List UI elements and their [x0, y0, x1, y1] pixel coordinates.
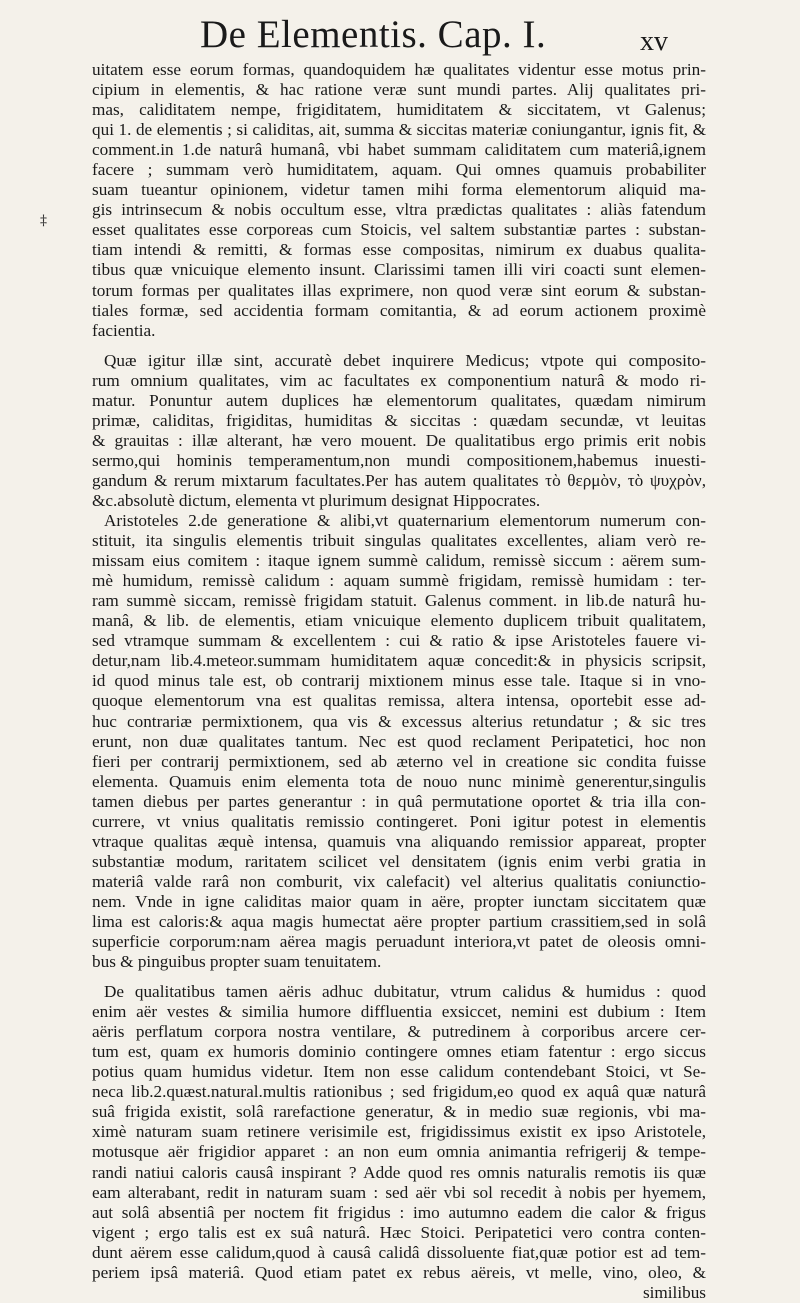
- text-line: missam eius comitem : itaque ignem summè calidum, remissè siccum : aërem sum-: [92, 551, 706, 571]
- text-line: mas, caliditatem nempe, frigiditatem, humiditatem & siccitatem, vt Galenus;: [92, 100, 706, 120]
- text-line: huc contrariæ permixtionem, qua vis & excessus alterius retundatur ; & sic tres: [92, 711, 706, 731]
- text-line: neca lib.2.quæst.natural.multis rationibus ; sed frigidum,eo quod ex aquâ quæ naturâ: [92, 1082, 706, 1102]
- text-line: vtraque qualitas æquè intensa, quamuis vna aliquando remissior appareat, propter: [92, 831, 706, 851]
- page-header: [0, 12, 800, 62]
- text-line: erunt, non duæ qualitates tantum. Nec est quod reclament Peripatetici, hoc non: [92, 731, 706, 751]
- text-line: id quod minus tale est, ob contrarij mixtionem minus esse tale. Itaque si in vno-: [92, 671, 706, 691]
- text-line: tiales formæ, sed accidentia formam comitantia, & ad eorum actionem proximè: [92, 300, 706, 320]
- text-line: suâ frigida existit, solâ rarefactione generatur, & in medio suæ regionis, vbi ma-: [92, 1102, 706, 1122]
- text-line: similibus: [642, 1282, 706, 1302]
- paragraph-gap: [92, 972, 706, 982]
- text-line: sermo,qui hominis temperamentum,non mundi compositionem,habemus inuesti-: [92, 450, 706, 470]
- text-line: stituit, ita singulis elementis tribuit singulas qualitates excellentes, aliam verò re-: [92, 531, 706, 551]
- text-line: nem. Vnde in igne caliditas maior quam in aëre, propter iunctam siccitatem quæ: [92, 891, 706, 911]
- text-line: aëris perflatum corpora nostra ventilare, & putredinem à corporibus arcere cer-: [92, 1022, 706, 1042]
- text-line: gandum & rerum mixtarum facultates.Per has autem qualitates τὸ θερμὸν, τὸ ψυχρὸν,: [92, 470, 706, 490]
- text-line: ram summè siccam, remissè frigidam statuit. Galenus comment. in lib.de naturâ hu-: [92, 591, 706, 611]
- text-line: & grauitas : illæ alterant, hæ vero mouent. De qualitatibus ergo primis erit nobis: [92, 430, 706, 450]
- text-line: quoque elementorum vna est qualitas remissa, altera intensa, oportebit esse ad-: [92, 691, 706, 711]
- text-line: manâ, & lib. de elementis, etiam vnicuique elemento duplicem tribuit qualitatem,: [92, 611, 706, 631]
- text-line: qui 1. de elementis ; si caliditas, ait, summa & siccitas materiæ coniungantur, ignis fit, &: [92, 120, 706, 140]
- text-line: eam alterabant, redit in naturam suam : sed aër vbi sol recedit à nobis per hyemem,: [92, 1182, 706, 1202]
- text-line: periem ipsâ materiâ. Quod etiam patet ex rebus aëreis, vt melle, vino, oleo, &: [92, 1262, 706, 1282]
- text-line: facere ; summam verò humiditatem, aquam. Qui omnes quamuis probabiliter: [92, 160, 706, 180]
- text-line: esset qualitates esse corporeas cum Stoicis, vel saltem substantiæ partes : substan-: [92, 220, 706, 240]
- text-line: bus & pinguibus propter suam tenuitatem.: [92, 952, 382, 972]
- text-line: superficie corporum:nam aërea magis peruadunt interiora,vt patet de oleosis omni-: [92, 932, 706, 952]
- text-line: cipium in elementis, & hac ratione veræ sunt mundi partes. Alij qualitates pri-: [92, 80, 706, 100]
- text-line: mè humidum, remissè calidum : aquam summè frigidam, remissè humidam : ter-: [92, 571, 706, 591]
- text-line: torum formas per qualitates illas exprimere, non quod veræ sint eorum & substan-: [92, 280, 706, 300]
- text-line: randi natiui caloris causâ inspirant ? Adde quod res omnis naturalis remotis iis quæ: [92, 1162, 706, 1182]
- text-line: tamen diebus per partes generantur : in quâ permutatione oportet & tria illa con-: [92, 791, 706, 811]
- text-line: Quæ igitur illæ sint, accuratè debet inquirere Medicus; vtpote qui composito-: [104, 350, 706, 370]
- text-line: substantiæ modum, raritatem scilicet vel densitatem (ignis enim verbi gratia in: [92, 851, 706, 871]
- paragraph-gap: [92, 341, 706, 351]
- text-line: comment.in 1.de naturâ humanâ, vbi habet summam caliditatem cum materiâ,ignem: [92, 140, 706, 160]
- text-line: rum omnium qualitates, vim ac facultates ex componentium naturâ & modo ri-: [92, 370, 706, 390]
- text-line: enim aër vestes & similia humore diffluentia exsiccet, nemini est dubium : Item: [92, 1002, 706, 1022]
- text-body: [92, 60, 706, 1303]
- margin-mark: ‡: [40, 213, 47, 229]
- text-line: &c.absolutè dictum, elementa vt plurimum designat Hippocrates.: [92, 490, 541, 510]
- running-title: De Elementis. Cap. I.: [200, 13, 547, 56]
- text-line: fieri per contrarij permixtionem, sed ab æterno vel in creatione sic condita fuisse: [92, 751, 706, 771]
- text-line: Aristoteles 2.de generatione & alibi,vt quaternarium elementorum numerum con-: [104, 511, 706, 531]
- text-line: De qualitatibus tamen aëris adhuc dubitatur, vtrum calidus & humidus : quod: [104, 982, 706, 1002]
- text-line: uitatem esse eorum formas, quandoquidem hæ qualitates videntur esse motus prin-: [92, 60, 706, 79]
- text-line: gis intrinsecum & nobis occultum esse, vltra prædictas qualitates : aliàs fatendum: [92, 200, 706, 220]
- text-line: tiam intendi & remitti, & formas esse compositas, nimirum ex duabus qualita-: [92, 240, 706, 260]
- text-line: detur,nam lib.4.meteor.summam humiditatem aquæ concedit:& in physicis scripsit,: [92, 651, 706, 671]
- text-line: primæ, caliditas, frigiditas, humiditas & siccitas : quædam secundæ, vt leuitas: [92, 410, 706, 430]
- text-line: sed vtramque summam & excellentem : cui & ratio & ipse Aristoteles fauere vi-: [92, 631, 706, 651]
- text-line: tibus quæ vnicuique elemento insunt. Clarissimi tamen illi viri coacti sunt elemen-: [92, 260, 706, 280]
- text-line: dunt aërem esse calidum,quod à causâ calidâ dissoluente fiat,quæ potior est ad tem-: [92, 1242, 706, 1262]
- text-line: aut solâ absentiâ per noctem fit frigidus : imo autumno eadem die calor & frigus: [92, 1202, 706, 1222]
- text-line: ximè naturam suam retinere verisimile est, frigidissimus existit ex ipso Aristotele,: [92, 1122, 706, 1142]
- text-line: matur. Ponuntur autem duplices hæ elementorum qualitates, quædam nimirum: [92, 390, 706, 410]
- text-line: elementa. Quamuis enim elementa tota de nouo nunc minimè generentur,singulis: [92, 771, 706, 791]
- page-number: xv: [640, 26, 668, 57]
- text-line: facientia.: [92, 320, 156, 340]
- text-line: suam tueantur opinionem, videtur tamen mihi forma elementorum aliquid ma-: [92, 180, 706, 200]
- text-line: tum est, quam ex humoris dominio contingere omnes etiam fatentur : ergo siccus: [92, 1042, 706, 1062]
- text-line: currere, vt vnius qualitatis remissio contingeret. Poni igitur potest in elementis: [92, 811, 706, 831]
- text-line: potius quam humidus videtur. Item non esse calidum contendebant Stoici, vt Se-: [92, 1062, 706, 1082]
- text-line: motusque aër frigidior apparet : an non eum omnia animantia refrigerij & tempe-: [92, 1142, 706, 1162]
- text-line: materiâ valde rarâ non comburit, vix calefacit) vel alterius qualitatis coniunctio-: [92, 871, 706, 891]
- text-line: lima est caloris:& aqua magis humectat aëre propter partium crassitiem,sed in solâ: [92, 911, 706, 931]
- text-line: vigent ; ergo talis est ex suâ naturâ. Hæc Stoici. Peripatetici vero contra conten-: [92, 1222, 706, 1242]
